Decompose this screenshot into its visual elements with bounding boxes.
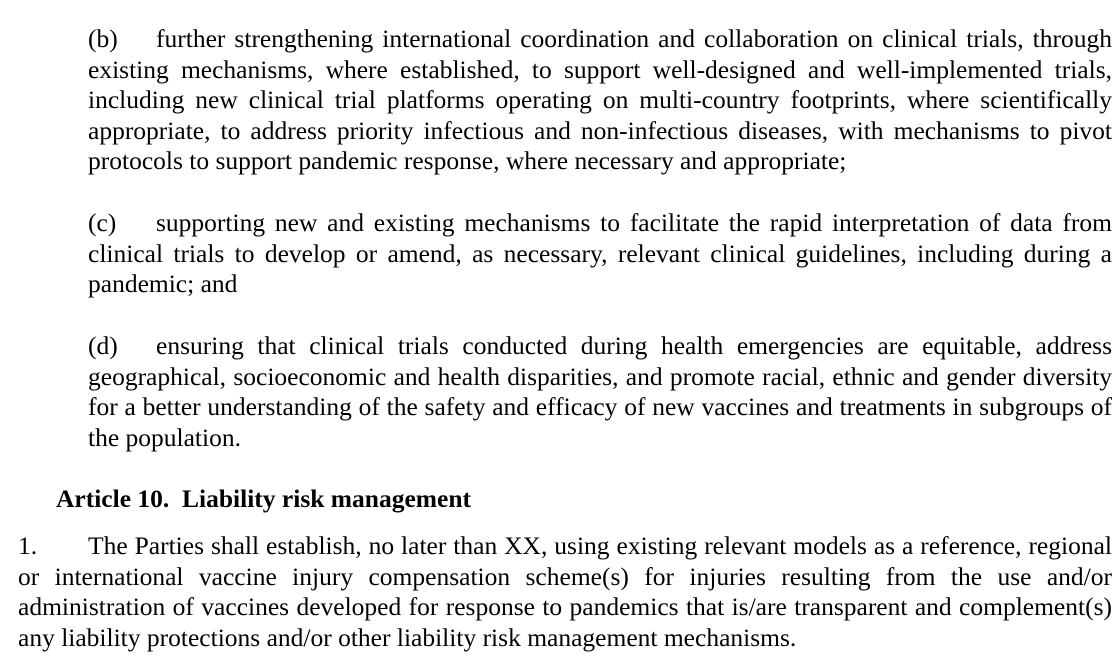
subparagraph-text: ensuring that clinical trials conducted during health emergencies are equitable, address geographical, socioeconomic and health disparities, and promote racial, ethnic and gender diversity for a better understanding of the safety and efficacy of new vaccines and treatments in subgroups of the population. [88, 331, 1112, 452]
subparagraph-d [88, 331, 1112, 453]
article-heading: Article 10. Liability risk management [56, 484, 472, 513]
paragraph-text: The Parties shall establish, no later than XX, using existing relevant models as a reference, regional or international vaccine injury compensation scheme(s) for injuries resulting from the use and/or administration of vaccines developed for response to pandemics that is/are transparent and complement(s) any liability protections and/or other liability risk management mechanisms. [18, 531, 1112, 652]
subparagraph-label: (b) [88, 24, 118, 53]
subparagraph-b [88, 24, 1112, 177]
subparagraph-text: further strengthening international coordination and collaboration on clinical trials, through existing mechanisms, where established, to support well-designed and well-implemented trials, including new clinical trial platforms operating on multi-country footprints, where scientifically appropriate, to address priority infectious and non-infectious diseases, with mechanisms to pivot protocols to support pandemic response, where necessary and appropriate; [88, 24, 1112, 175]
subparagraph-label: (c) [88, 208, 117, 237]
subparagraph-c [88, 208, 1112, 300]
subparagraph-text: supporting new and existing mechanisms to facilitate the rapid interpretation of data from clinical trials to develop or amend, as necessary, relevant clinical guidelines, including during a pandemic; and [88, 208, 1112, 298]
paragraph-1 [18, 531, 1112, 653]
paragraph-number: 1. [18, 531, 38, 560]
subparagraph-label: (d) [88, 331, 118, 360]
